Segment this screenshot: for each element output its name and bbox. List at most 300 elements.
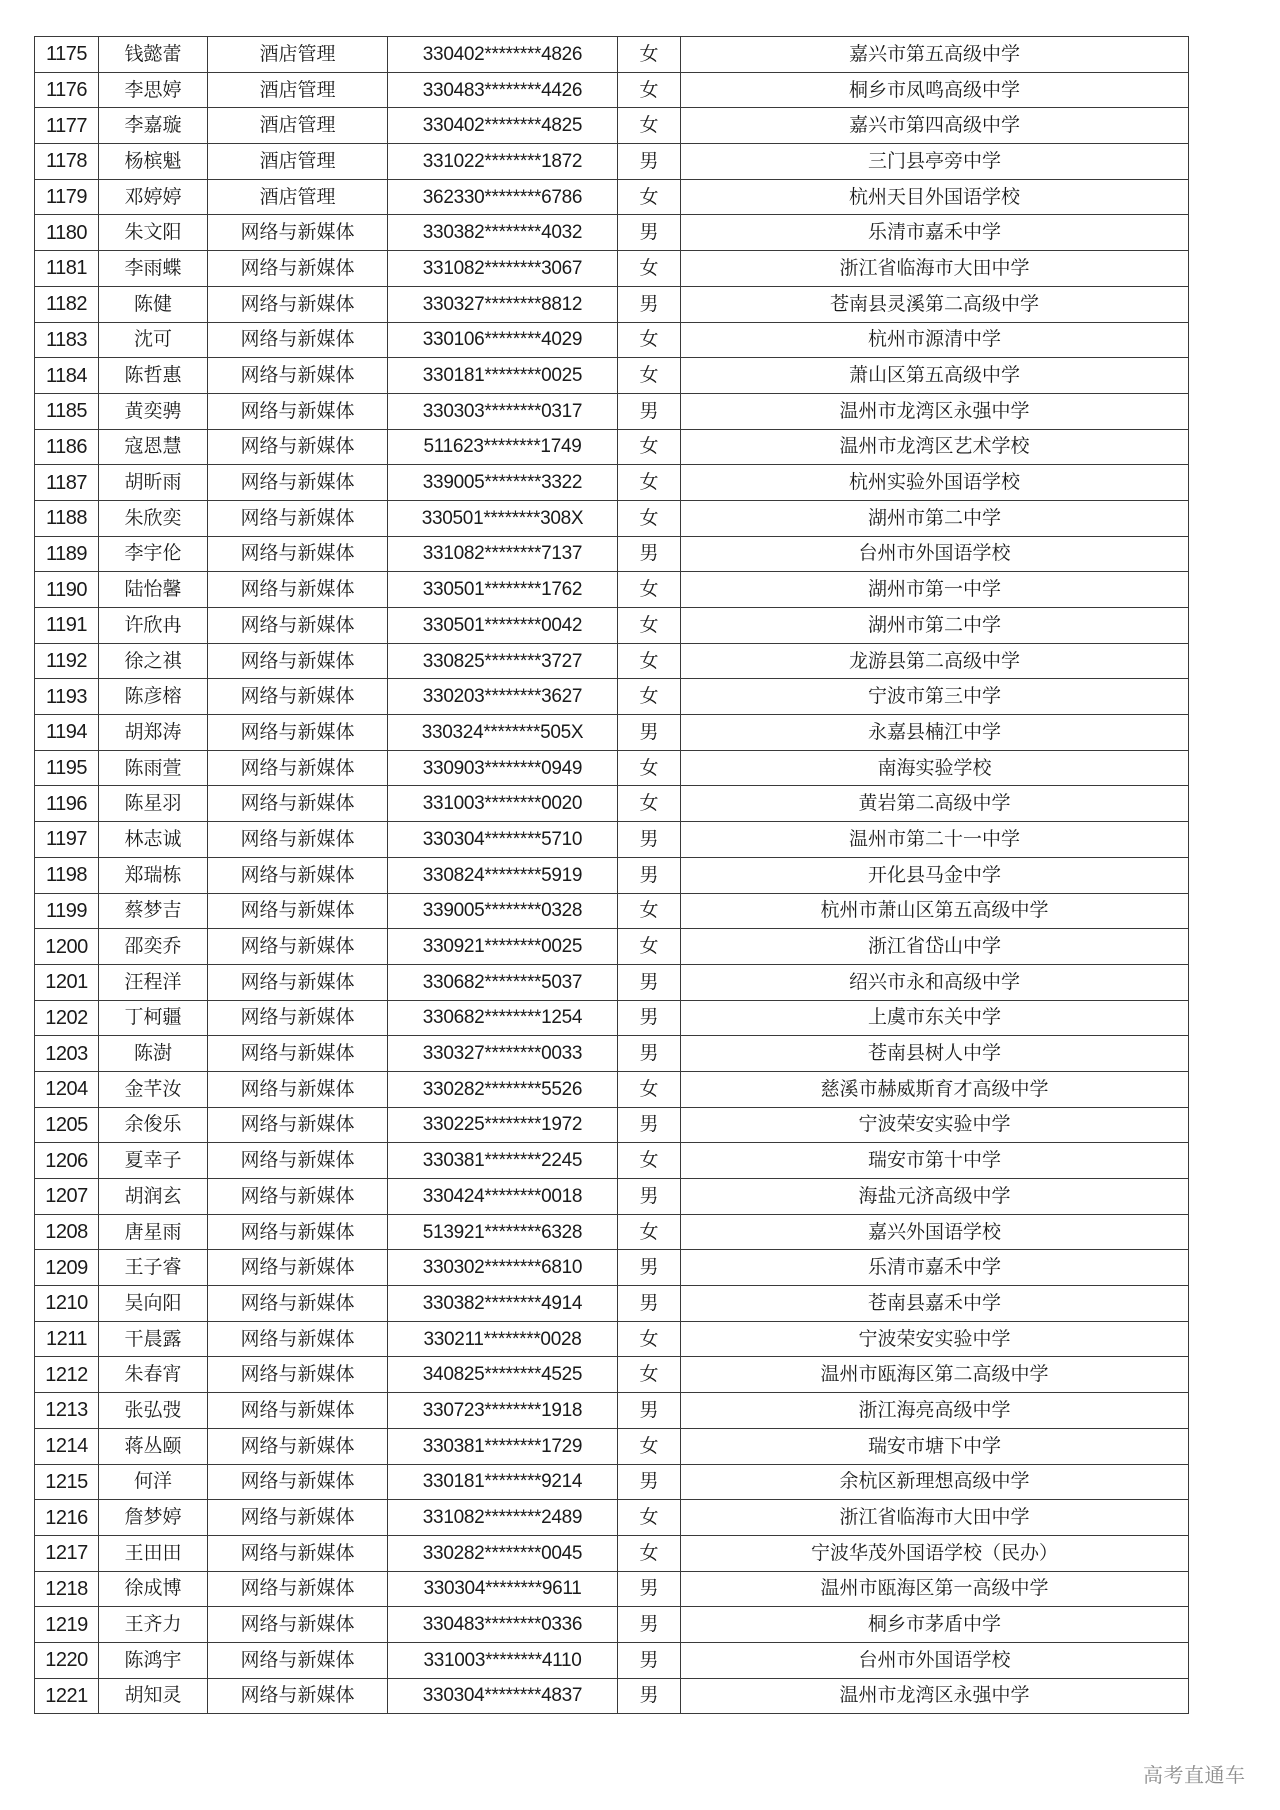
school-cell: 瑞安市第十中学: [681, 1143, 1189, 1179]
school-cell: 黄岩第二高级中学: [681, 786, 1189, 822]
id-number-cell: 330921********0025: [388, 929, 618, 965]
major-cell: 酒店管理: [208, 144, 388, 180]
major-cell: 网络与新媒体: [208, 679, 388, 715]
school-cell: 宁波华茂外国语学校（民办）: [681, 1535, 1189, 1571]
name-cell: 蒋丛颐: [99, 1428, 208, 1464]
school-cell: 浙江省临海市大田中学: [681, 1500, 1189, 1536]
id-number-cell: 330501********0042: [388, 608, 618, 644]
table-row: [35, 893, 1189, 929]
major-cell: 网络与新媒体: [208, 393, 388, 429]
major-cell: 网络与新媒体: [208, 643, 388, 679]
major-cell: 网络与新媒体: [208, 1179, 388, 1215]
name-cell: 李嘉璇: [99, 108, 208, 144]
major-cell: 网络与新媒体: [208, 1571, 388, 1607]
serial-number-cell: 1176: [35, 72, 99, 108]
serial-number-cell: 1215: [35, 1464, 99, 1500]
id-number-cell: 513921********6328: [388, 1214, 618, 1250]
name-cell: 许欣冉: [99, 608, 208, 644]
table-row: [35, 37, 1189, 73]
name-cell: 陈健: [99, 286, 208, 322]
id-number-cell: 331003********4110: [388, 1642, 618, 1678]
serial-number-cell: 1196: [35, 786, 99, 822]
name-cell: 徐之祺: [99, 643, 208, 679]
gender-cell: 男: [618, 1642, 681, 1678]
major-cell: 网络与新媒体: [208, 1357, 388, 1393]
gender-cell: 女: [618, 465, 681, 501]
serial-number-cell: 1218: [35, 1571, 99, 1607]
table-row: [35, 251, 1189, 287]
gender-cell: 男: [618, 144, 681, 180]
gender-cell: 女: [618, 37, 681, 73]
serial-number-cell: 1208: [35, 1214, 99, 1250]
major-cell: 网络与新媒体: [208, 786, 388, 822]
table-row: [35, 1642, 1189, 1678]
id-number-cell: 331082********2489: [388, 1500, 618, 1536]
serial-number-cell: 1200: [35, 929, 99, 965]
serial-number-cell: 1210: [35, 1286, 99, 1322]
school-cell: 龙游县第二高级中学: [681, 643, 1189, 679]
major-cell: 酒店管理: [208, 72, 388, 108]
table-row: [35, 1607, 1189, 1643]
school-cell: 台州市外国语学校: [681, 536, 1189, 572]
name-cell: 徐成博: [99, 1571, 208, 1607]
school-cell: 台州市外国语学校: [681, 1642, 1189, 1678]
table-row: [35, 1393, 1189, 1429]
gender-cell: 女: [618, 322, 681, 358]
school-cell: 浙江省临海市大田中学: [681, 251, 1189, 287]
id-number-cell: 511623********1749: [388, 429, 618, 465]
table-row: [35, 1143, 1189, 1179]
name-cell: 邵奕乔: [99, 929, 208, 965]
id-number-cell: 340825********4525: [388, 1357, 618, 1393]
serial-number-cell: 1214: [35, 1428, 99, 1464]
gender-cell: 男: [618, 393, 681, 429]
gender-cell: 女: [618, 251, 681, 287]
name-cell: 陈雨萱: [99, 750, 208, 786]
gender-cell: 女: [618, 1428, 681, 1464]
serial-number-cell: 1206: [35, 1143, 99, 1179]
gender-cell: 女: [618, 179, 681, 215]
school-cell: 苍南县嘉禾中学: [681, 1286, 1189, 1322]
id-number-cell: 330181********0025: [388, 358, 618, 394]
major-cell: 网络与新媒体: [208, 536, 388, 572]
gender-cell: 女: [618, 572, 681, 608]
name-cell: 唐星雨: [99, 1214, 208, 1250]
gender-cell: 男: [618, 1464, 681, 1500]
major-cell: 网络与新媒体: [208, 1107, 388, 1143]
school-cell: 桐乡市茅盾中学: [681, 1607, 1189, 1643]
name-cell: 丁柯疆: [99, 1000, 208, 1036]
gender-cell: 男: [618, 715, 681, 751]
major-cell: 网络与新媒体: [208, 1393, 388, 1429]
school-cell: 开化县马金中学: [681, 857, 1189, 893]
id-number-cell: 330304********9611: [388, 1571, 618, 1607]
table-row: [35, 1571, 1189, 1607]
gender-cell: 男: [618, 857, 681, 893]
table-row: [35, 643, 1189, 679]
name-cell: 张弘弢: [99, 1393, 208, 1429]
serial-number-cell: 1213: [35, 1393, 99, 1429]
gender-cell: 女: [618, 1535, 681, 1571]
school-cell: 温州市瓯海区第一高级中学: [681, 1571, 1189, 1607]
table-row: [35, 322, 1189, 358]
school-cell: 浙江省岱山中学: [681, 929, 1189, 965]
id-number-cell: 330501********1762: [388, 572, 618, 608]
major-cell: 网络与新媒体: [208, 1500, 388, 1536]
gender-cell: 女: [618, 679, 681, 715]
name-cell: 李宇伦: [99, 536, 208, 572]
student-roster-table: [34, 36, 1189, 1714]
serial-number-cell: 1179: [35, 179, 99, 215]
major-cell: 网络与新媒体: [208, 465, 388, 501]
gender-cell: 男: [618, 1678, 681, 1714]
major-cell: 网络与新媒体: [208, 893, 388, 929]
id-number-cell: 330225********1972: [388, 1107, 618, 1143]
serial-number-cell: 1192: [35, 643, 99, 679]
school-cell: 南海实验学校: [681, 750, 1189, 786]
serial-number-cell: 1199: [35, 893, 99, 929]
id-number-cell: 330402********4826: [388, 37, 618, 73]
name-cell: 干晨露: [99, 1321, 208, 1357]
gender-cell: 女: [618, 1321, 681, 1357]
id-number-cell: 330825********3727: [388, 643, 618, 679]
serial-number-cell: 1178: [35, 144, 99, 180]
gender-cell: 女: [618, 929, 681, 965]
table-row: [35, 144, 1189, 180]
name-cell: 郑瑞栋: [99, 857, 208, 893]
table-row: [35, 1000, 1189, 1036]
id-number-cell: 330381********1729: [388, 1428, 618, 1464]
table-row: [35, 1107, 1189, 1143]
id-number-cell: 330181********9214: [388, 1464, 618, 1500]
serial-number-cell: 1191: [35, 608, 99, 644]
id-number-cell: 339005********0328: [388, 893, 618, 929]
table-row: [35, 536, 1189, 572]
serial-number-cell: 1183: [35, 322, 99, 358]
school-cell: 温州市龙湾区艺术学校: [681, 429, 1189, 465]
gender-cell: 女: [618, 1357, 681, 1393]
major-cell: 网络与新媒体: [208, 1214, 388, 1250]
school-cell: 杭州天目外国语学校: [681, 179, 1189, 215]
name-cell: 林志诚: [99, 822, 208, 858]
gender-cell: 男: [618, 1179, 681, 1215]
name-cell: 黄奕骋: [99, 393, 208, 429]
serial-number-cell: 1205: [35, 1107, 99, 1143]
name-cell: 杨槟魁: [99, 144, 208, 180]
id-number-cell: 330282********0045: [388, 1535, 618, 1571]
name-cell: 胡郑涛: [99, 715, 208, 751]
major-cell: 网络与新媒体: [208, 1678, 388, 1714]
major-cell: 网络与新媒体: [208, 964, 388, 1000]
school-cell: 温州市龙湾区永强中学: [681, 393, 1189, 429]
id-number-cell: 330211********0028: [388, 1321, 618, 1357]
gender-cell: 男: [618, 1571, 681, 1607]
serial-number-cell: 1204: [35, 1071, 99, 1107]
table-row: [35, 822, 1189, 858]
school-cell: 绍兴市永和高级中学: [681, 964, 1189, 1000]
gender-cell: 女: [618, 500, 681, 536]
school-cell: 苍南县灵溪第二高级中学: [681, 286, 1189, 322]
id-number-cell: 330501********308X: [388, 500, 618, 536]
gender-cell: 男: [618, 964, 681, 1000]
name-cell: 王齐力: [99, 1607, 208, 1643]
id-number-cell: 330327********0033: [388, 1036, 618, 1072]
serial-number-cell: 1209: [35, 1250, 99, 1286]
school-cell: 湖州市第二中学: [681, 500, 1189, 536]
major-cell: 网络与新媒体: [208, 1071, 388, 1107]
name-cell: 朱欣奕: [99, 500, 208, 536]
major-cell: 网络与新媒体: [208, 286, 388, 322]
table-row: [35, 679, 1189, 715]
school-cell: 永嘉县楠江中学: [681, 715, 1189, 751]
major-cell: 网络与新媒体: [208, 215, 388, 251]
major-cell: 网络与新媒体: [208, 750, 388, 786]
gender-cell: 女: [618, 1500, 681, 1536]
school-cell: 苍南县树人中学: [681, 1036, 1189, 1072]
table-row: [35, 500, 1189, 536]
serial-number-cell: 1187: [35, 465, 99, 501]
table-row: [35, 964, 1189, 1000]
id-number-cell: 330382********4914: [388, 1286, 618, 1322]
table-row: [35, 429, 1189, 465]
table-row: [35, 1535, 1189, 1571]
school-cell: 萧山区第五高级中学: [681, 358, 1189, 394]
major-cell: 网络与新媒体: [208, 1464, 388, 1500]
school-cell: 浙江海亮高级中学: [681, 1393, 1189, 1429]
table-row: [35, 1214, 1189, 1250]
name-cell: 胡知灵: [99, 1678, 208, 1714]
table-row: [35, 715, 1189, 751]
gender-cell: 男: [618, 215, 681, 251]
major-cell: 网络与新媒体: [208, 929, 388, 965]
gender-cell: 女: [618, 893, 681, 929]
gender-cell: 男: [618, 1607, 681, 1643]
major-cell: 网络与新媒体: [208, 429, 388, 465]
serial-number-cell: 1195: [35, 750, 99, 786]
serial-number-cell: 1203: [35, 1036, 99, 1072]
id-number-cell: 330203********3627: [388, 679, 618, 715]
gender-cell: 女: [618, 429, 681, 465]
name-cell: 陈鸿宇: [99, 1642, 208, 1678]
id-number-cell: 339005********3322: [388, 465, 618, 501]
table-row: [35, 72, 1189, 108]
id-number-cell: 331082********7137: [388, 536, 618, 572]
gender-cell: 女: [618, 786, 681, 822]
name-cell: 朱文阳: [99, 215, 208, 251]
roster-body: [35, 37, 1189, 1714]
name-cell: 蔡梦吉: [99, 893, 208, 929]
major-cell: 网络与新媒体: [208, 322, 388, 358]
serial-number-cell: 1180: [35, 215, 99, 251]
school-cell: 温州市瓯海区第二高级中学: [681, 1357, 1189, 1393]
school-cell: 嘉兴市第四高级中学: [681, 108, 1189, 144]
name-cell: 汪程洋: [99, 964, 208, 1000]
major-cell: 网络与新媒体: [208, 857, 388, 893]
major-cell: 网络与新媒体: [208, 500, 388, 536]
table-row: [35, 857, 1189, 893]
name-cell: 金芊汝: [99, 1071, 208, 1107]
table-row: [35, 750, 1189, 786]
serial-number-cell: 1201: [35, 964, 99, 1000]
id-number-cell: 362330********6786: [388, 179, 618, 215]
table-row: [35, 465, 1189, 501]
id-number-cell: 330682********5037: [388, 964, 618, 1000]
major-cell: 酒店管理: [208, 108, 388, 144]
serial-number-cell: 1189: [35, 536, 99, 572]
serial-number-cell: 1197: [35, 822, 99, 858]
name-cell: 朱春宵: [99, 1357, 208, 1393]
id-number-cell: 330304********4837: [388, 1678, 618, 1714]
gender-cell: 女: [618, 608, 681, 644]
serial-number-cell: 1185: [35, 393, 99, 429]
gender-cell: 男: [618, 822, 681, 858]
school-cell: 桐乡市凤鸣高级中学: [681, 72, 1189, 108]
name-cell: 陈彦榕: [99, 679, 208, 715]
serial-number-cell: 1186: [35, 429, 99, 465]
name-cell: 胡润玄: [99, 1179, 208, 1215]
name-cell: 邓婷婷: [99, 179, 208, 215]
id-number-cell: 330682********1254: [388, 1000, 618, 1036]
school-cell: 海盐元济高级中学: [681, 1179, 1189, 1215]
gender-cell: 女: [618, 358, 681, 394]
major-cell: 网络与新媒体: [208, 1428, 388, 1464]
name-cell: 陈星羽: [99, 786, 208, 822]
name-cell: 王子睿: [99, 1250, 208, 1286]
serial-number-cell: 1177: [35, 108, 99, 144]
school-cell: 嘉兴市第五高级中学: [681, 37, 1189, 73]
watermark-text: 高考直通车: [1143, 1763, 1246, 1787]
school-cell: 慈溪市赫威斯育才高级中学: [681, 1071, 1189, 1107]
name-cell: 李雨蝶: [99, 251, 208, 287]
serial-number-cell: 1202: [35, 1000, 99, 1036]
serial-number-cell: 1221: [35, 1678, 99, 1714]
table-row: [35, 1071, 1189, 1107]
serial-number-cell: 1211: [35, 1321, 99, 1357]
table-row: [35, 358, 1189, 394]
gender-cell: 男: [618, 1286, 681, 1322]
serial-number-cell: 1194: [35, 715, 99, 751]
serial-number-cell: 1207: [35, 1179, 99, 1215]
table-row: [35, 1321, 1189, 1357]
major-cell: 网络与新媒体: [208, 1143, 388, 1179]
major-cell: 网络与新媒体: [208, 1250, 388, 1286]
table-row: [35, 572, 1189, 608]
school-cell: 三门县亭旁中学: [681, 144, 1189, 180]
name-cell: 何洋: [99, 1464, 208, 1500]
name-cell: 李思婷: [99, 72, 208, 108]
serial-number-cell: 1184: [35, 358, 99, 394]
school-cell: 杭州市萧山区第五高级中学: [681, 893, 1189, 929]
school-cell: 宁波荣安实验中学: [681, 1107, 1189, 1143]
school-cell: 上虞市东关中学: [681, 1000, 1189, 1036]
serial-number-cell: 1181: [35, 251, 99, 287]
school-cell: 温州市龙湾区永强中学: [681, 1678, 1189, 1714]
school-cell: 瑞安市塘下中学: [681, 1428, 1189, 1464]
serial-number-cell: 1212: [35, 1357, 99, 1393]
serial-number-cell: 1193: [35, 679, 99, 715]
table-row: [35, 1357, 1189, 1393]
id-number-cell: 330723********1918: [388, 1393, 618, 1429]
school-cell: 余杭区新理想高级中学: [681, 1464, 1189, 1500]
id-number-cell: 330106********4029: [388, 322, 618, 358]
table-row: [35, 929, 1189, 965]
table-row: [35, 286, 1189, 322]
table-row: [35, 1500, 1189, 1536]
gender-cell: 男: [618, 286, 681, 322]
serial-number-cell: 1217: [35, 1535, 99, 1571]
gender-cell: 女: [618, 108, 681, 144]
major-cell: 网络与新媒体: [208, 1286, 388, 1322]
name-cell: 余俊乐: [99, 1107, 208, 1143]
gender-cell: 女: [618, 643, 681, 679]
serial-number-cell: 1190: [35, 572, 99, 608]
gender-cell: 男: [618, 1250, 681, 1286]
name-cell: 詹梦婷: [99, 1500, 208, 1536]
gender-cell: 男: [618, 1393, 681, 1429]
gender-cell: 女: [618, 750, 681, 786]
name-cell: 陆怡馨: [99, 572, 208, 608]
table-row: [35, 1036, 1189, 1072]
name-cell: 寇恩慧: [99, 429, 208, 465]
name-cell: 沈可: [99, 322, 208, 358]
id-number-cell: 330402********4825: [388, 108, 618, 144]
gender-cell: 女: [618, 1071, 681, 1107]
table-row: [35, 179, 1189, 215]
school-cell: 乐清市嘉禾中学: [681, 215, 1189, 251]
gender-cell: 女: [618, 1214, 681, 1250]
major-cell: 网络与新媒体: [208, 1036, 388, 1072]
major-cell: 网络与新媒体: [208, 1642, 388, 1678]
id-number-cell: 330304********5710: [388, 822, 618, 858]
table-row: [35, 393, 1189, 429]
major-cell: 酒店管理: [208, 37, 388, 73]
id-number-cell: 330382********4032: [388, 215, 618, 251]
school-cell: 嘉兴外国语学校: [681, 1214, 1189, 1250]
table-row: [35, 108, 1189, 144]
id-number-cell: 331022********1872: [388, 144, 618, 180]
id-number-cell: 330483********4426: [388, 72, 618, 108]
school-cell: 湖州市第二中学: [681, 608, 1189, 644]
major-cell: 网络与新媒体: [208, 251, 388, 287]
gender-cell: 男: [618, 1036, 681, 1072]
serial-number-cell: 1175: [35, 37, 99, 73]
serial-number-cell: 1182: [35, 286, 99, 322]
major-cell: 网络与新媒体: [208, 1535, 388, 1571]
id-number-cell: 330381********2245: [388, 1143, 618, 1179]
school-cell: 杭州市源清中学: [681, 322, 1189, 358]
name-cell: 钱懿蕾: [99, 37, 208, 73]
id-number-cell: 330302********6810: [388, 1250, 618, 1286]
name-cell: 陈哲惠: [99, 358, 208, 394]
major-cell: 网络与新媒体: [208, 1321, 388, 1357]
major-cell: 网络与新媒体: [208, 715, 388, 751]
school-cell: 杭州实验外国语学校: [681, 465, 1189, 501]
table-row: [35, 1678, 1189, 1714]
school-cell: 宁波荣安实验中学: [681, 1321, 1189, 1357]
school-cell: 乐清市嘉禾中学: [681, 1250, 1189, 1286]
table-row: [35, 1428, 1189, 1464]
gender-cell: 男: [618, 536, 681, 572]
table-row: [35, 1250, 1189, 1286]
id-number-cell: 330824********5919: [388, 857, 618, 893]
id-number-cell: 330324********505X: [388, 715, 618, 751]
gender-cell: 男: [618, 1000, 681, 1036]
school-cell: 宁波市第三中学: [681, 679, 1189, 715]
major-cell: 网络与新媒体: [208, 608, 388, 644]
table-row: [35, 786, 1189, 822]
serial-number-cell: 1220: [35, 1642, 99, 1678]
school-cell: 温州市第二十一中学: [681, 822, 1189, 858]
